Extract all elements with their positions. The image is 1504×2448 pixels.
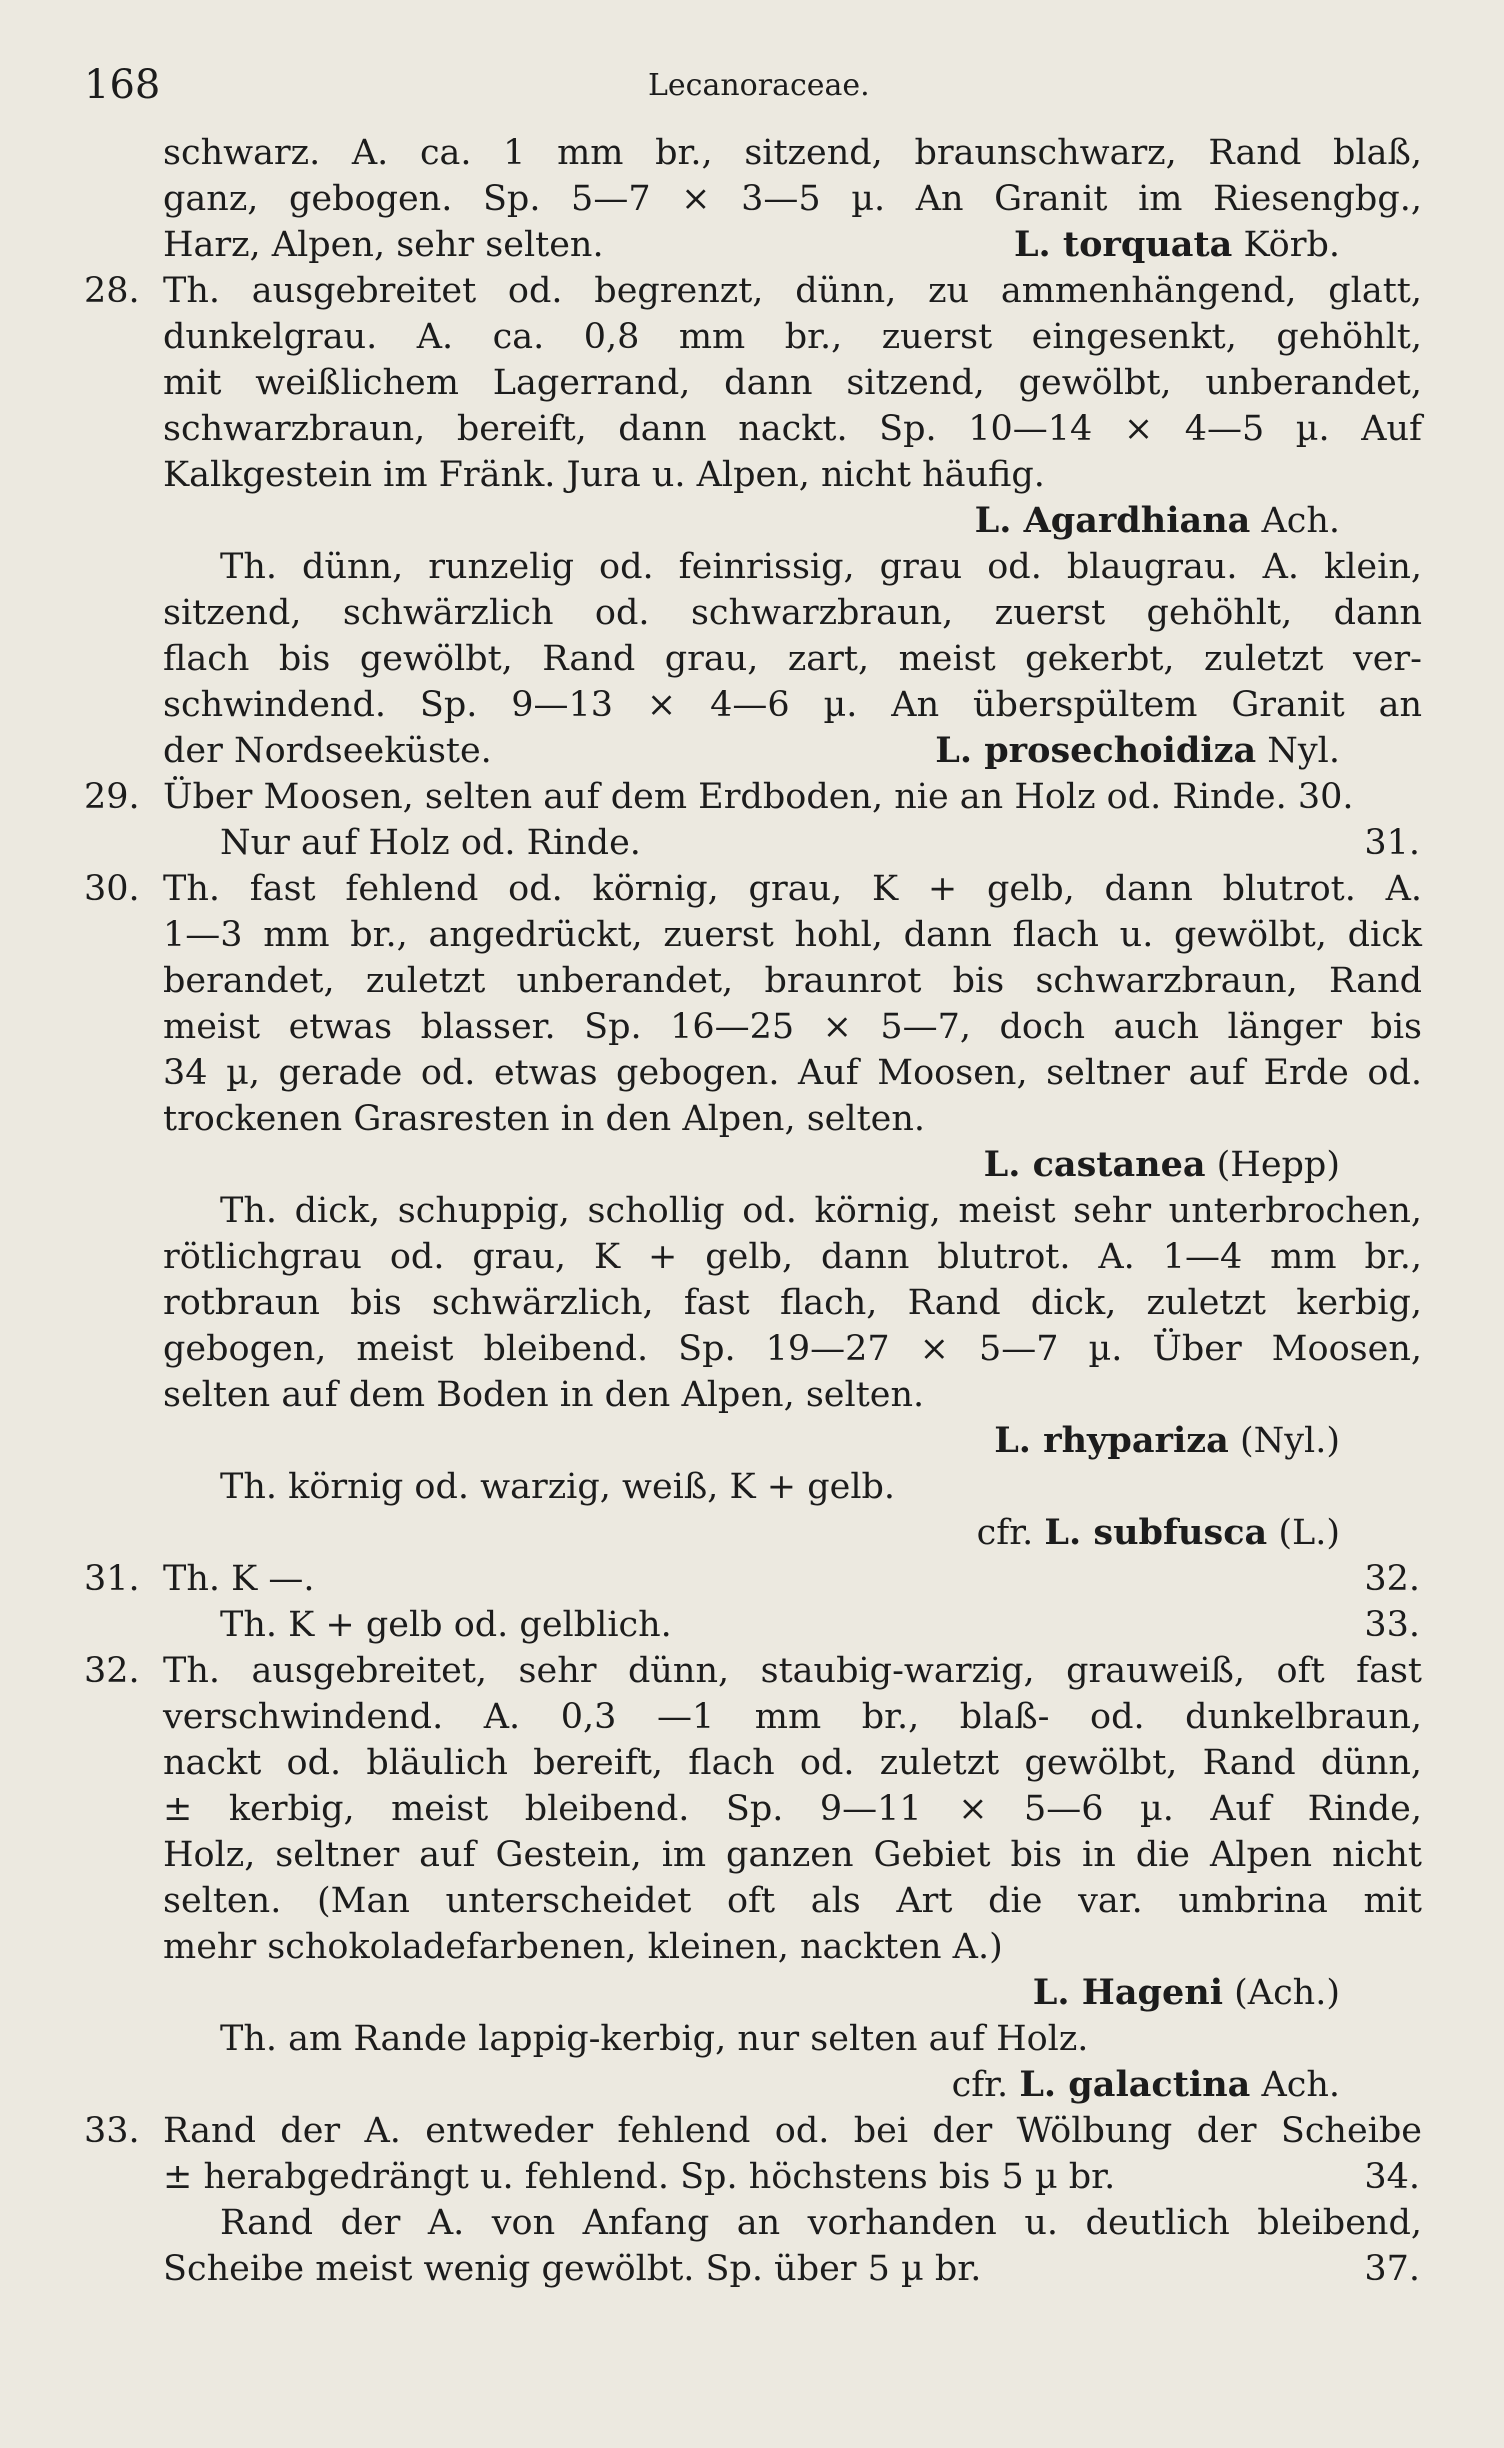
text-line [0, 498, 1504, 544]
text-line [0, 1142, 1504, 1188]
text-line [0, 1510, 1504, 1556]
line-text: 1—3 mm br., angedrückt, zuerst hohl, dann flach u. gewölbt, dick [163, 915, 1422, 955]
running-title: Lecanoraceae. [648, 68, 870, 103]
text-line [0, 590, 1504, 636]
line-text: Th. ausgebreitet od. begrenzt, dünn, zu ammenhängend, glatt, [163, 271, 1422, 311]
line-text: sitzend, schwärzlich od. schwarzbraun, zuerst gehöhlt, dann [163, 593, 1422, 633]
text-line [0, 820, 1504, 866]
text-line [0, 544, 1504, 590]
line-text: Th. körnig od. warzig, weiß, K + gelb. [220, 1467, 896, 1507]
page-number: 168 [84, 62, 161, 108]
text-line [0, 1234, 1504, 1280]
couplet-number: 33. [84, 2111, 140, 2151]
text-line [0, 2200, 1504, 2246]
line-text: meist etwas blasser. Sp. 16—25 × 5—7, doch auch länger bis [163, 1007, 1422, 1047]
couplet-reference: 33. [1364, 1605, 1420, 1645]
line-text: flach bis gewölbt, Rand grau, zart, meist gekerbt, zuletzt ver- [163, 639, 1422, 679]
line-text: der Nordseeküste. [163, 731, 492, 771]
couplet-number: 29. [84, 777, 140, 817]
text-line [0, 222, 1504, 268]
text-line [0, 1556, 1504, 1602]
line-text: mit weißlichem Lagerrand, dann sitzend, gewölbt, unberandet, [163, 363, 1422, 403]
text-line [0, 728, 1504, 774]
line-text: Th. ausgebreitet, sehr dünn, staubig-warzig, grauweiß, oft fast [163, 1651, 1422, 1691]
text-line [0, 1786, 1504, 1832]
text-line [0, 1740, 1504, 1786]
text-line [0, 636, 1504, 682]
text-line [0, 314, 1504, 360]
text-line [0, 2154, 1504, 2200]
text-line [0, 1694, 1504, 1740]
text-line [0, 130, 1504, 176]
couplet-reference: 34. [1364, 2157, 1420, 2197]
text-line [0, 774, 1504, 820]
text-line [0, 1602, 1504, 1648]
species-name: L. Agardhiana Ach. [974, 500, 1340, 541]
line-text: Th. am Rande lappig-kerbig, nur selten auf Holz. [220, 2019, 1089, 2059]
line-text: 34 µ, gerade od. etwas gebogen. Auf Moosen, seltner auf Erde od. [163, 1053, 1422, 1093]
line-text: Th. K —. [163, 1559, 315, 1599]
species-name: L. castanea (Hepp) [983, 1144, 1340, 1185]
species-name: L. prosechoidiza Nyl. [935, 730, 1340, 771]
text-line [0, 1832, 1504, 1878]
text-line [0, 912, 1504, 958]
line-text: Holz, seltner auf Gestein, im ganzen Gebiet bis in die Alpen nicht [163, 1835, 1422, 1875]
line-text: Harz, Alpen, sehr selten. [163, 225, 604, 265]
text-line [0, 1372, 1504, 1418]
line-text: Th. K + gelb od. gelblich. [220, 1605, 672, 1645]
text-line [0, 1648, 1504, 1694]
line-text: ± kerbig, meist bleibend. Sp. 9—11 × 5—6 µ. Auf Rinde, [163, 1789, 1422, 1829]
couplet-number: 32. [84, 1651, 140, 1691]
line-text: schwarz. A. ca. 1 mm br., sitzend, braunschwarz, Rand blaß, [163, 133, 1422, 173]
couplet-reference: 32. [1364, 1559, 1420, 1599]
line-text: rotbraun bis schwärzlich, fast flach, Rand dick, zuletzt kerbig, [163, 1283, 1422, 1323]
text-line [0, 1050, 1504, 1096]
text-line [0, 1096, 1504, 1142]
text-line [0, 268, 1504, 314]
line-text: Rand der A. von Anfang an vorhanden u. deutlich bleibend, [220, 2203, 1422, 2243]
text-line [0, 360, 1504, 406]
line-text: Th. dünn, runzelig od. feinrissig, grau od. blaugrau. A. klein, [220, 547, 1422, 587]
text-line [0, 1004, 1504, 1050]
text-line [0, 1326, 1504, 1372]
species-name: cfr. L. galactina Ach. [951, 2064, 1340, 2105]
species-name: L. torquata Körb. [1013, 224, 1340, 265]
line-text: verschwindend. A. 0,3 —1 mm br., blaß- od. dunkelbraun, [163, 1697, 1422, 1737]
line-text: Th. fast fehlend od. körnig, grau, K + gelb, dann blutrot. A. [163, 869, 1422, 909]
line-text: selten auf dem Boden in den Alpen, selten. [163, 1375, 925, 1415]
line-text: Nur auf Holz od. Rinde. [220, 823, 641, 863]
line-text: berandet, zuletzt unberandet, braunrot bis schwarzbraun, Rand [163, 961, 1422, 1001]
line-text: selten. (Man unterscheidet oft als Art die var. umbrina mit [163, 1881, 1422, 1921]
text-line [0, 2108, 1504, 2154]
text-line [0, 1188, 1504, 1234]
line-text: nackt od. bläulich bereift, flach od. zuletzt gewölbt, Rand dünn, [163, 1743, 1422, 1783]
line-text: schwarzbraun, bereift, dann nackt. Sp. 10—14 × 4—5 µ. Auf [163, 409, 1422, 449]
species-name: cfr. L. subfusca (L.) [976, 1512, 1340, 1553]
line-text: dunkelgrau. A. ca. 0,8 mm br., zuerst eingesenkt, gehöhlt, [163, 317, 1422, 357]
text-line [0, 406, 1504, 452]
text-line [0, 1280, 1504, 1326]
text-line [0, 1418, 1504, 1464]
text-line [0, 2062, 1504, 2108]
line-text: Rand der A. entweder fehlend od. bei der Wölbung der Scheibe [163, 2111, 1422, 2151]
text-line [0, 2016, 1504, 2062]
line-text: schwindend. Sp. 9—13 × 4—6 µ. An überspültem Granit an [163, 685, 1422, 725]
text-line [0, 1464, 1504, 1510]
couplet-number: 28. [84, 271, 140, 311]
line-text: Über Moosen, selten auf dem Erdboden, nie an Holz od. Rinde. 30. [163, 777, 1354, 817]
species-name: L. Hageni (Ach.) [1032, 1972, 1340, 2013]
couplet-reference: 31. [1364, 823, 1420, 863]
text-line [0, 1970, 1504, 2016]
species-name: L. rhypariza (Nyl.) [994, 1420, 1340, 1461]
line-text: trockenen Grasresten in den Alpen, selten. [163, 1099, 926, 1139]
line-text: Th. dick, schuppig, schollig od. körnig, meist sehr unterbrochen, [220, 1191, 1422, 1231]
line-text: rötlichgrau od. grau, K + gelb, dann blutrot. A. 1—4 mm br., [163, 1237, 1422, 1277]
line-text: ganz, gebogen. Sp. 5—7 × 3—5 µ. An Granit im Riesengbg., [163, 179, 1422, 219]
line-text: mehr schokoladefarbenen, kleinen, nackten A.) [163, 1927, 1003, 1967]
text-line [0, 866, 1504, 912]
text-line [0, 682, 1504, 728]
line-text: Kalkgestein im Fränk. Jura u. Alpen, nicht häufig. [163, 455, 1045, 495]
line-text: Scheibe meist wenig gewölbt. Sp. über 5 µ br. [163, 2249, 982, 2289]
line-text: ± herabgedrängt u. fehlend. Sp. höchstens bis 5 µ br. [163, 2157, 1116, 2197]
text-line [0, 958, 1504, 1004]
couplet-number: 31. [84, 1559, 140, 1599]
couplet-reference: 37. [1364, 2249, 1420, 2289]
text-line [0, 1878, 1504, 1924]
text-line [0, 2246, 1504, 2292]
couplet-number: 30. [84, 869, 140, 909]
text-line [0, 452, 1504, 498]
text-line [0, 1924, 1504, 1970]
line-text: gebogen, meist bleibend. Sp. 19—27 × 5—7 µ. Über Moosen, [163, 1329, 1422, 1369]
text-line [0, 176, 1504, 222]
